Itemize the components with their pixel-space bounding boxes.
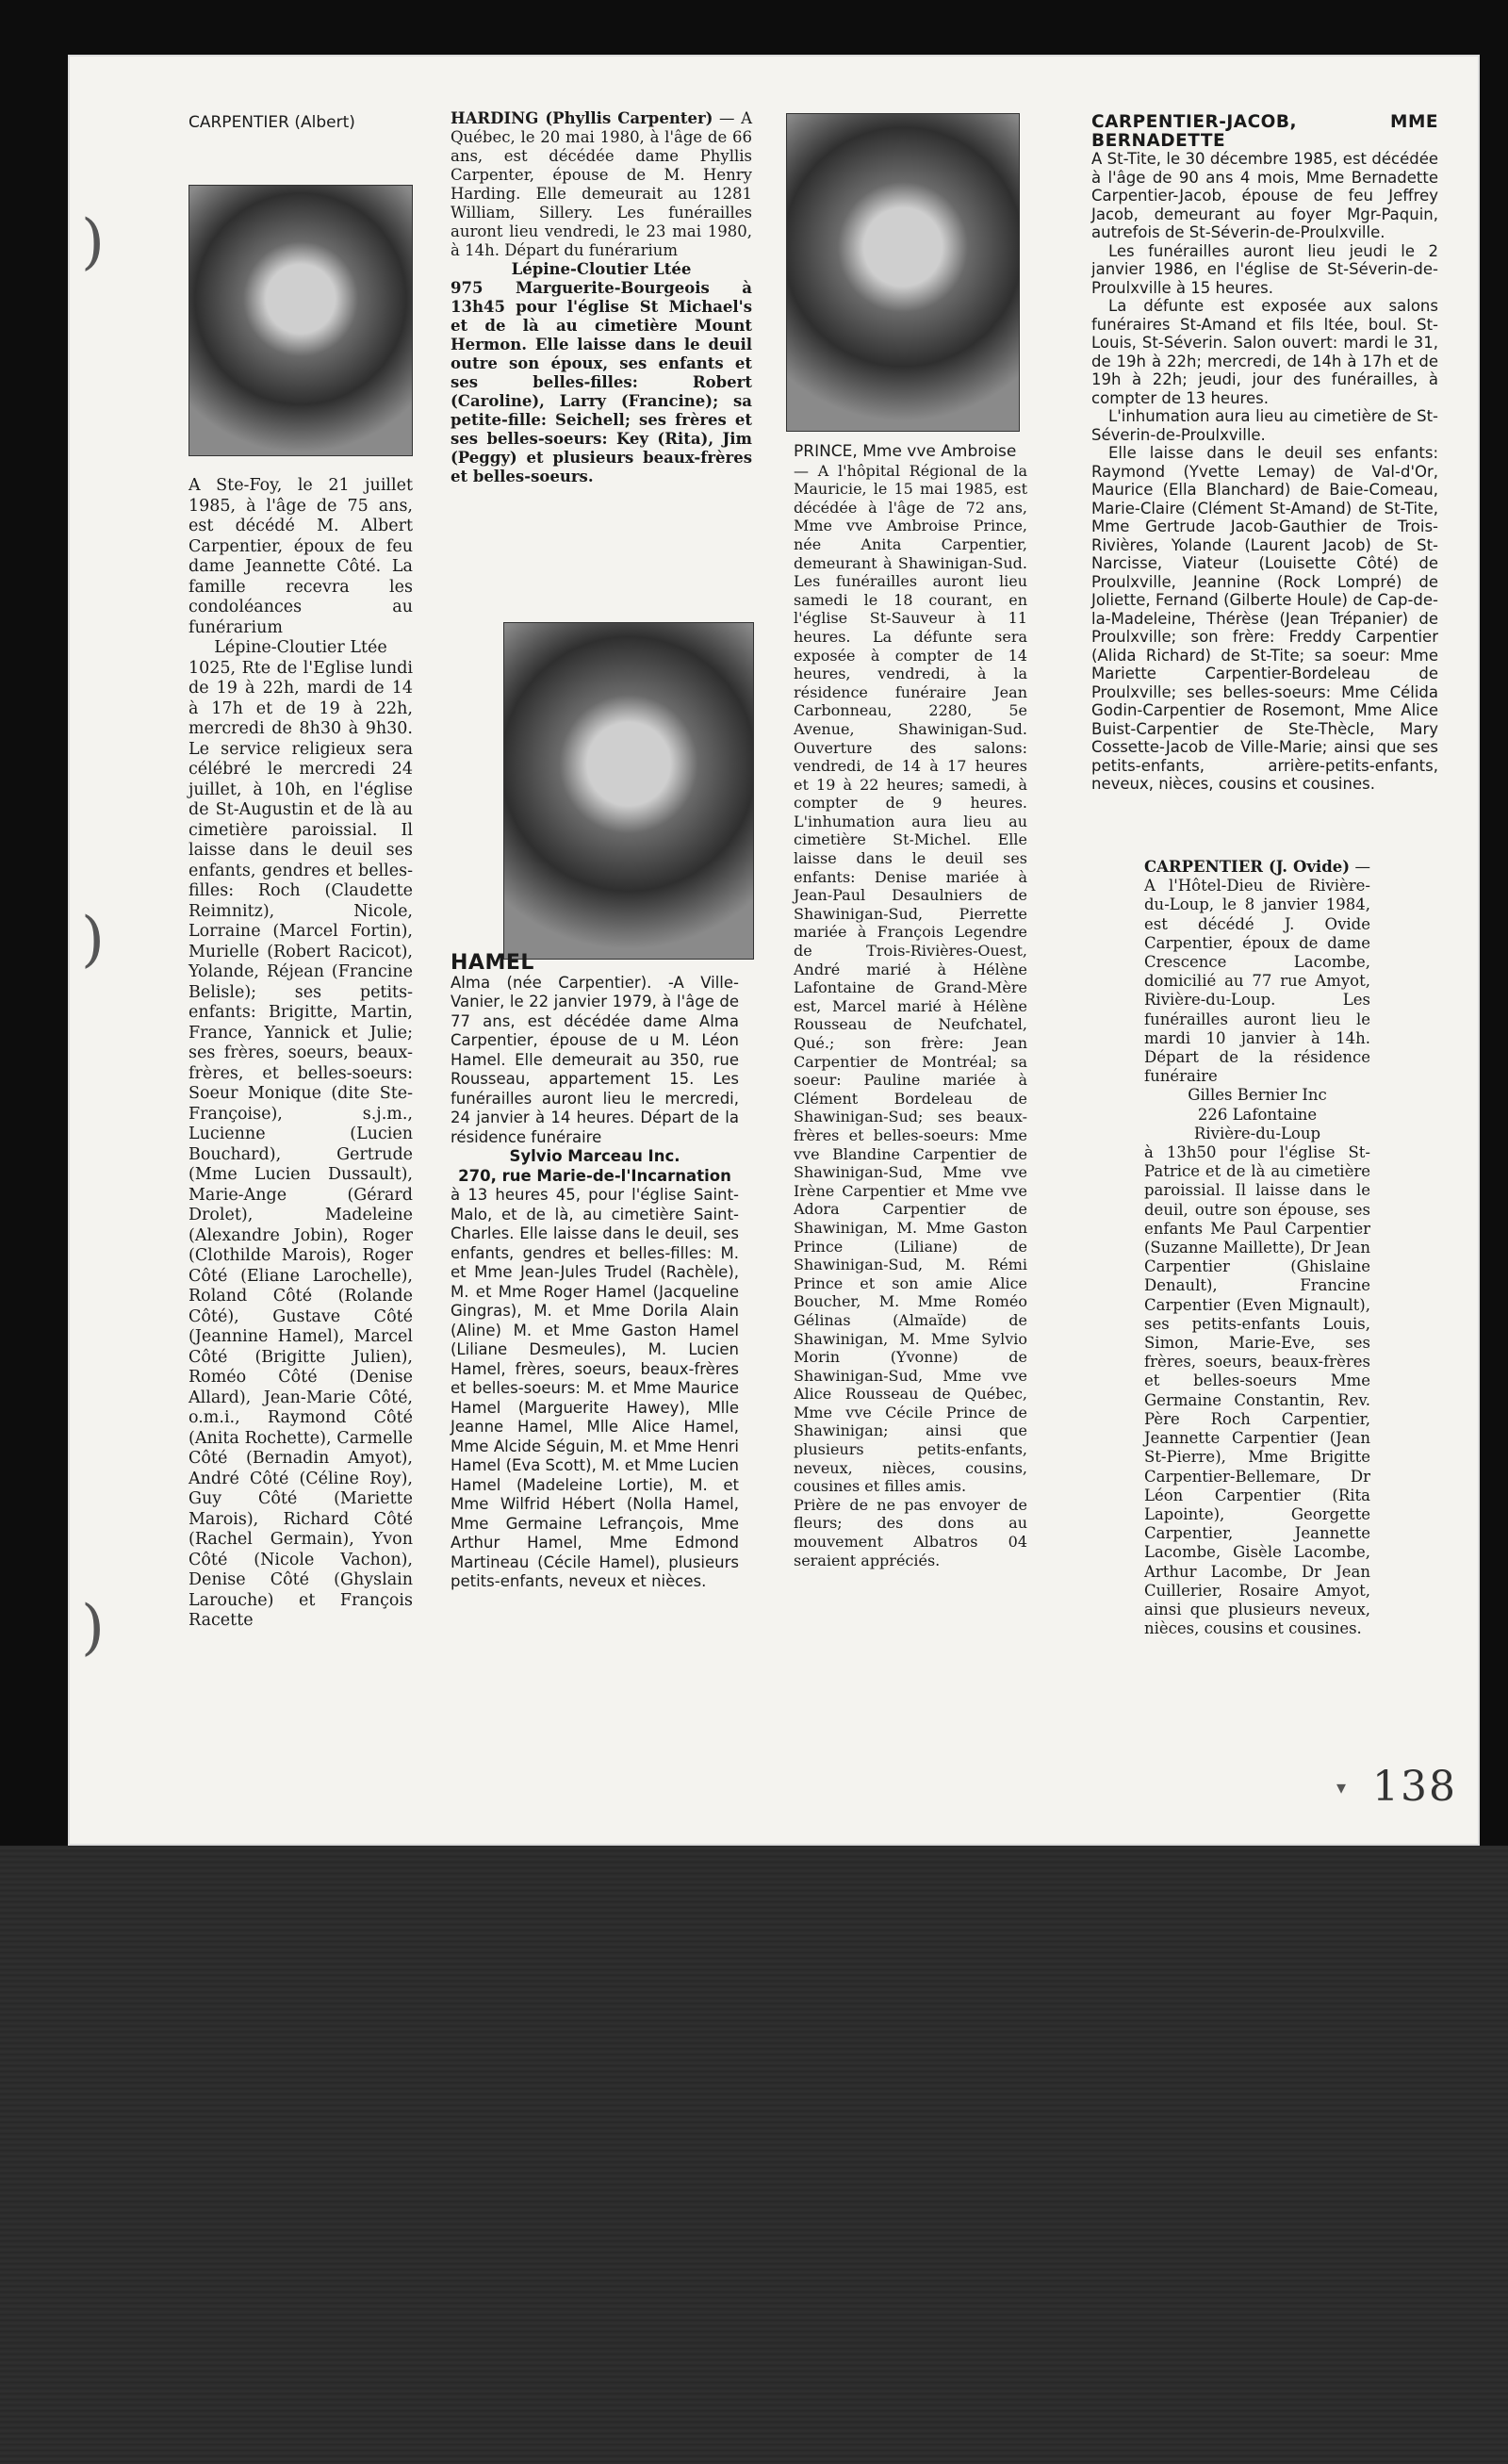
- obituary-harding: [451, 109, 752, 486]
- funeral-home-name: Gilles Bernier Inc: [1188, 1086, 1327, 1105]
- obituary-heading: CARPENTIER-JACOB, MME BERNADETTE: [1091, 112, 1438, 151]
- portrait-photo-anita: [786, 113, 1020, 432]
- binder-hole-mark: ): [81, 1593, 105, 1663]
- obituary-text: 1025, Rte de l'Eglise lundi de 19 à 22h, mardi de 14 à 17h et de 19 à 22h, mercredi de 8h30 à 9h30. Le service religieux sera célébré le mercredi 24 juillet, à 10h, en l'église de St-Augustin et de là au cimetière paroissial. Il laisse dans le deuil ses enfants, gendres et belles-filles: Roch (Claudette Reimnitz), Nicole, Lorraine (Marcel Fortin), Murielle (Robert Racicot), Yolande, Réjean (Francine Belisle); ses petits-enfants: Brigitte, Martin, France, Yannick et Julie; ses frères, soeurs, beaux-frères, et belles-soeurs: Soeur Monique (dite Ste-Françoise), s.j.m., Lucienne (Lucien Bouchard), Gertrude (Mme Lucien Dussault), Marie-Ange (Gérard Drolet), Madeleine (Alexandre Jobin), Roger (Clothilde Marois), Roger Côté (Eliane Larochelle), Roland Côté (Rolande Côté), Gustave Côté (Jeannine Hamel), Marcel Côté (Brigitte Julien), Roméo Côté (Denise Allard), Jean-Marie Côté, o.m.i., Raymond Côté (Anita Rochette), Carmelle Côté (Bernadin Amyot), André Côté (Céline Roy), Guy Côté (Mariette Marois), Richard Côté (Rachel Germain), Yvon Côté (Nicole Vachon), Denise Côté (Ghyslain Larouche) et François Racette: [188, 658, 413, 1630]
- obituary-text: Les funérailles auront lieu jeudi le 2 janvier 1986, en l'église de St-Séverin-de-Proulxville à 15 heures.: [1091, 241, 1438, 297]
- obituary-text: 975 Marguerite-Bourgeois à 13h45 pour l'église St Michael's et de là au cimetière Mount Hermon. Elle laisse dans le deuil outre son époux, ses enfants et ses belles-filles: Robert (Caroline), Larry (Francine); sa petite-fille: Seichell; ses frères et ses belles-soeurs: Key (Rita), Jim (Peggy) et plusieurs beaux-frères et belles-soeurs.: [451, 279, 752, 485]
- obituary-albert-heading-block: [188, 113, 415, 134]
- obituary-text: A St-Tite, le 30 décembre 1985, est décédée à l'âge de 90 ans 4 mois, Mme Bernadette Carpentier-Jacob, épouse de feu Jeffrey Jacob, demeurant au foyer Mgr-Paquin, autrefois de St-Séverin-de-Proulxville.: [1091, 150, 1438, 241]
- portrait-photo-alma: [503, 622, 754, 960]
- obituary-text: — A l'Hôtel-Dieu de Rivière-du-Loup, le 8 janvier 1984, est décédé J. Ovide Carpentier, époux de dame Crescence Lacombe, domicilié au 77 rue Amyot, Rivière-du-Loup. Les funérailles auront lieu le mardi 10 janvier à 14h. Départ de la résidence funéraire: [1144, 858, 1370, 1086]
- obituary-heading: CARPENTIER (Albert): [188, 113, 355, 132]
- obituary-text: La défunte est exposée aux salons funéraires St-Amand et fils ltée, boul. St-Louis, St-Séverin. Salon ouvert: mardi le 31, de 19h à 22h; mercredi, de 14h à 17h et de 19h à 22h; jeudi, jour des funérailles, à compter de 13 heures.: [1091, 297, 1438, 407]
- obituary-text: à 13 heures 45, pour l'église Saint-Malo, et de là, au cimetière Saint-Charles. Elle laisse dans le deuil, ses enfants, gendres et belles-filles: M. et Mme Jean-Jules Trudel (Rachèle), M. et Mme Roger Hamel (Jacqueline Gingras), M. et Mme Dorila Alain (Aline) M. et Mme Gaston Hamel (Liliane Desmeules), M. Lucien Hamel, frères, soeurs, beaux-frères et belles-soeurs: M. et Mme Maurice Hamel (Marguerite Hawey), Mlle Jeanne Hamel, Mlle Alice Hamel, Mme Alcide Séguin, M. et Mme Henri Hamel (Eva Scott), M. et Mme Lucien Hamel (Madeleine Lortie), M. et Mme Wilfrid Hébert (Nolla Hamel, Mme Germaine Lefrançois, Mme Arthur Hamel, Mme Edmond Martineau (Cécile Hamel), plusieurs petits-enfants, neveux et nièces.: [451, 1186, 739, 1590]
- funeral-home-name: Lépine-Cloutier Ltée: [511, 260, 692, 278]
- obituary-prince: [794, 443, 1027, 1569]
- obituary-text: Alma (née Carpentier). -A Ville-Vanier, le 22 janvier 1979, à l'âge de 77 ans, est décédée dame Alma Carpentier, épouse de u M. Léon Hamel. Elle demeurait au 350, rue Rousseau, appartement 15. Les funérailles auront lieu le mercredi, 24 janvier à 14 heures. Départ de la résidence funéraire: [451, 973, 739, 1146]
- obituary-carpentier-jacob: [1091, 113, 1438, 794]
- obituary-footer: Prière de ne pas envoyer de fleurs; des dons au mouvement Albatros 04 seraient appréciés.: [794, 1495, 1027, 1569]
- page-number: 138: [1372, 1763, 1457, 1811]
- scanner-background-bottom: [0, 1846, 1508, 2464]
- binder-hole-mark: ): [81, 905, 105, 975]
- portrait-photo-albert: [188, 185, 413, 456]
- obituary-text: A Ste-Foy, le 21 juillet 1985, à l'âge de 75 ans, est décédé M. Albert Carpentier, époux de feu dame Jeannette Côté. La famille recevra les condoléances au funérarium: [188, 476, 413, 637]
- obituary-heading: HAMEL: [451, 951, 534, 975]
- obituary-text: — A Québec, le 20 mai 1980, à l'âge de 66 ans, est décédée dame Phyllis Carpenter, épouse de M. Henry Harding. Elle demeurait au 1281 William, Sillery. Les funérailles auront lieu vendredi, le 23 mai 1980, à 14h. Départ du funérarium: [451, 109, 752, 259]
- obituary-text: — A l'hôpital Régional de la Mauricie, le 15 mai 1985, est décédée à l'âge de 72 ans, Mme vve Ambroise Prince, née Anita Carpentier, demeurant à Shawinigan-Sud. Les funérailles auront lieu samedi le 18 courant, en l'église St-Sauveur à 11 heures. La défunte sera exposée à compter de 14 heures, vendredi, à la résidence funéraire Jean Carbonneau, 2280, 5e Avenue, Shawinigan-Sud. Ouverture des salons: vendredi, de 14 à 17 heures et 19 à 22 heures; samedi, à compter de 9 heures. L'inhumation aura lieu au cimetière St-Michel. Elle laisse dans le deuil ses enfants: Denise mariée à Jean-Paul Desaulniers de Shawinigan-Sud, Pierrette mariée à François Legendre de Trois-Rivières-Ouest, André marié à Hélène Lafontaine de Grand-Mère est, Marcel marié à Hélène Rousseau de Neufchatel, Qué.; son frère: Jean Carpentier de Montréal; sa soeur: Pauline mariée à Clément Bordeleau de Shawinigan-Sud; ses beaux-frères et belles-soeurs: Mme vve Blandine Carpentier de Shawinigan-Sud, Mme vve Irène Carpentier et Mme vve Adora Carpentier de Shawinigan, M. Mme Gaston Prince (Liliane) de Shawinigan-Sud, M. Rémi Prince et son amie Alice Boucher, M. Mme Roméo Gélinas (Almaïde) de Shawinigan, M. Mme Sylvio Morin (Yvonne) de Shawinigan-Sud, Mme vve Alice Rousseau de Québec, Mme vve Cécile Prince de Shawinigan; ainsi que plusieurs petits-enfants, neveux, nièces, cousins, cousines et filles amis.: [794, 461, 1027, 1496]
- funeral-home-address: 226 Lafontaine: [1197, 1105, 1318, 1124]
- obituary-hamel: [451, 951, 739, 1592]
- obituary-text: L'inhumation aura lieu au cimetière de St-Séverin-de-Proulxville.: [1091, 407, 1438, 444]
- obituary-albert: [188, 476, 413, 1632]
- obituary-heading: CARPENTIER (J. Ovide): [1144, 858, 1351, 876]
- funeral-home-address: 270, rue Marie-de-l'Incarnation: [458, 1166, 731, 1185]
- obituary-text: Elle laisse dans le deuil ses enfants: Raymond (Yvette Lemay) de Val-d'Or, Maurice (Ella Blanchard) de Baie-Comeau, Marie-Claire (Clément St-Amand) de St-Tite, Mme Gertrude Jacob-Gauthier de Trois-Rivières, Yolande (Laurent Jacob) de St-Narcisse, Viateur (Louisette Côté) de Proulxville, Jeannine (Rock Lompré) de Joliette, Fernand (Gilberte Houle) de Cap-de-la-Madeleine, Thérèse (Jean Trépanier) de Proulxville; son frère: Freddy Carpentier (Alida Richard) de St-Tite; sa soeur: Mme Mariette Carpentier-Bordeleau de Proulxville; ses belles-soeurs: Mme Célida Godin-Carpentier de Rosemont, Mme Alice Buist-Carpentier de Ste-Thècle, Mary Cossette-Jacob de Ville-Marie; ainsi que ses petits-enfants, arrière-petits-enfants, neveux, nièces, cousins et cousines.: [1091, 444, 1438, 793]
- funeral-home-name: Sylvio Marceau Inc.: [509, 1147, 680, 1165]
- mark-icon: ▾: [1336, 1776, 1347, 1799]
- binder-hole-mark: ): [81, 207, 105, 277]
- funeral-home-city: Rivière-du-Loup: [1193, 1124, 1321, 1142]
- obituary-heading: HARDING (Phyllis Carpenter): [451, 109, 713, 127]
- funeral-home-name: Lépine-Cloutier Ltée: [214, 638, 387, 657]
- obituary-heading: PRINCE, Mme vve Ambroise: [794, 442, 1017, 461]
- obituary-ovide: [1144, 858, 1370, 1638]
- obituary-text: à 13h50 pour l'église St-Patrice et de là au cimetière paroissial. Il laisse dans le deuil, outre son épouse, ses enfants Me Paul Carpentier (Suzanne Maillette), Dr Jean Carpentier (Ghislaine Denault), Francine Carpentier (Even Mignault), ses petits-enfants Louis, Simon, Marie-Eve, ses frères, soeurs, beaux-frères et belles-soeurs Mme Germaine Constantin, Rev. Père Roch Carpentier, Jeannette Carpentier (Jean St-Pierre), Mme Brigitte Carpentier-Bellemare, Dr Léon Carpentier (Rita Lapointe), Georgette Carpentier, Jeannette Lacombe, Gisèle Lacombe, Arthur Lacombe, Dr Jean Cuillerier, Rosaire Amyot, ainsi que plusieurs neveux, nièces, cousins et cousines.: [1144, 1143, 1370, 1638]
